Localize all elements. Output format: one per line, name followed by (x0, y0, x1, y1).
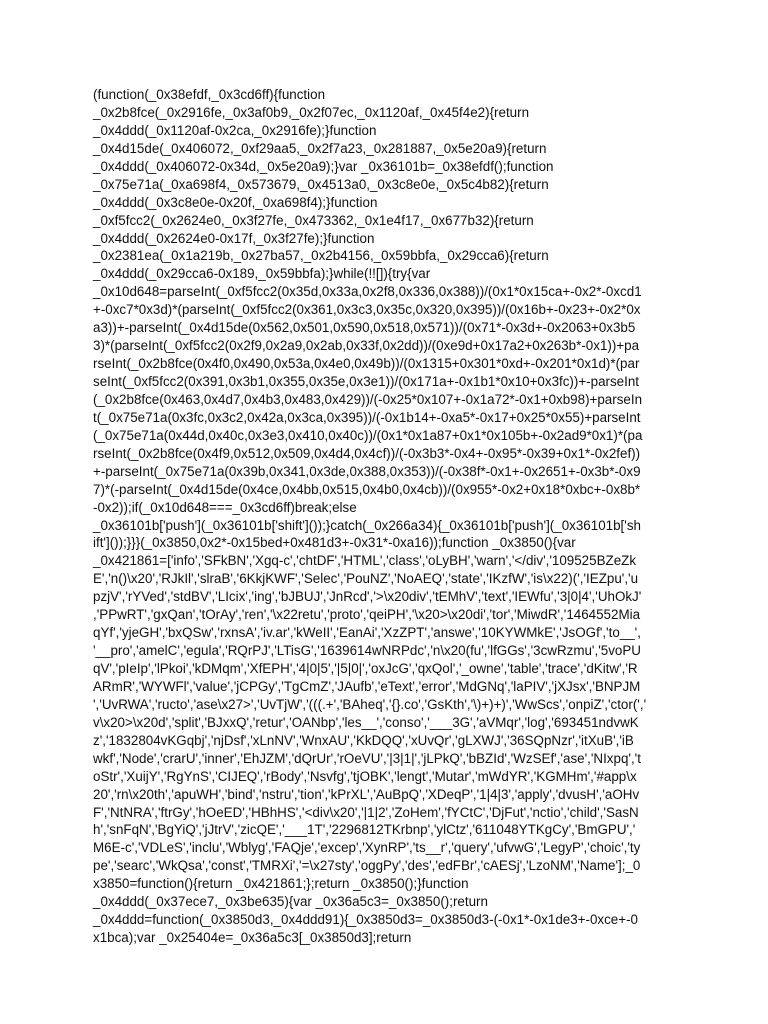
code-line: pe','searc','WkQsa','const','TMRXi','=\x27sty','oggPy','des','edFBr','cAESj','LzoNM','Name'];_0 (93, 858, 641, 874)
code-line: h','snFqN','BgYiQ','jJtrV','zicQE','___1T','2296812TKrbnp','ylCtz','611048YTKgCy','BmGPU',' (93, 822, 636, 838)
code-line: seInt(_0xf5fcc2(0x391,0x3b1,0x355,0x35e,0x3e1))/(0x171a+-0x1b1*0x10+0x3fc))+-parseInt (93, 374, 640, 389)
code-line: _0x4ddd(_0x29cca6-0x189,_0x59bbfa);}while(!![]){try{var (93, 266, 431, 282)
code-line: ARmR','WYWFl','value','jCPGy','TgCmZ','JAufb','eText','error','MdGNq','laPIV','jXJsx','BNPJM (93, 678, 641, 694)
code-line: t(_0x75e71a(0x3fc,0x3c2,0x42a,0x3ca,0x395))/(-0x1b14+-0xa5*-0x17+0x25*0x55)+parseInt (93, 409, 641, 425)
code-line: _0x4ddd=function(_0x3850d3,_0x4ddd91){_0x3850d3=_0x3850d3-(-0x1*-0x1de3+-0xce+-0 (93, 912, 638, 928)
code-line: oStr','XuijY','RgYnS','CIJEQ','rBody','Nsvfg','tjOBK','lengt','Mutar','mWdYR','KGMHm','#app\x (93, 768, 637, 784)
code-line: _0x4ddd(_0x3c8e0e-0x20f,_0xa698f4);}function (93, 194, 378, 210)
code-line: qYf','yjeGH','bxQSw','rxnsA','iv.ar','kWeII','EanAi','XzZPT','answe','10KYWMkE','JsOGf','to__', (93, 625, 641, 641)
code-line: +-parseInt(_0x75e71a(0x39b,0x341,0x3de,0x388,0x353))/(-0x38f*-0x1+-0x2651+-0x3b*-0x9 (93, 463, 641, 479)
code-line: _0x4ddd(_0x37ece7,_0x3be635){var _0x36a5c3=_0x3850();return (93, 894, 488, 910)
code-line: v\x20>\x20d','split','BJxxQ','retur','OANbp','les__','conso','___3G','aVMqr','log','693451ndvwK (93, 714, 639, 730)
code-line: _0x2b8fce(_0x2916fe,_0x3af0b9,_0x2f07ec,_0x1120af,_0x45f4e2){return (93, 104, 530, 120)
code-line: _0x75e71a(_0xa698f4,_0x573679,_0x4513a0,_0x3c8e0e,_0x5c4b82){return (93, 176, 549, 192)
code-line: ','UvRWA','ructo','ase\x27>','UvTjW','(((.+','BAheq','{}.co','GsKth','\)+)+)','WwScs','onpiZ','ctor(',' (93, 696, 647, 712)
code-line: (function(_0x38efdf,_0x3cd6ff){function (93, 87, 326, 102)
code-line: _0x421861=['info','SFkBN','Xgq-c','chtDF','HTML','class','oLyBH','warn','</div','109525BZeZk (93, 553, 637, 569)
code-line: (_0x2b8fce(0x463,0x4d7,0x4b3,0x483,0x429))/(-0x25*0x107+-0x1a72*-0x1+0xb98)+parseIn (93, 391, 643, 407)
code-line: z','1832804vKGqbj','njDsf','xLnNV','WnxAU','KkDQQ','xUvQr','gLXWJ','36SQpNzr','itXuB','iB (93, 732, 634, 748)
code-line: M6E-c','VDLeS','inclu','Wblyg','FAQje','excep','XynRP','ts__r','query','ufvwG','LegyP','choic','ty (93, 840, 641, 856)
code-line: _0x4ddd(_0x406072-0x34d,_0x5e20a9);}var _0x36101b=_0x38efdf();function (93, 158, 554, 174)
code-line: _0x4ddd(_0x1120af-0x2ca,_0x2916fe);}function (93, 122, 377, 138)
code-line: 20','rn\x20th','apuWH','bind','nstru','tion','kPrXL','AuBpQ','XDeqP','1|4|3','apply','dvusH','aOHv (93, 786, 640, 802)
code-line: ift']());}}}(_0x3850,0x2*-0x15bed+0x481d3+-0x31*-0xa16));function _0x3850(){var (93, 535, 576, 551)
code-line: x3850=function(){return _0x421861;};return _0x3850();}function (93, 876, 469, 892)
code-line: '__pro','amelC','egula','RQrPJ','LTisG','1639614wNRPdc','n\x20(fu','lfGGs','3cwRzmu','5voPU (93, 643, 641, 659)
code-line: 7)*(-parseInt(_0x4d15de(0x4ce,0x4bb,0x515,0x4b0,0x4cb))/(0x955*-0x2+0x18*0xbc+-0x8b* (93, 481, 641, 497)
code-line: (_0x75e71a(0x44d,0x40c,0x3e3,0x410,0x40c))/(0x1*0x1a87+0x1*0x105b+-0x2ad9*0x1)*(pa (93, 427, 643, 443)
code-text-block (93, 86, 683, 947)
code-line: _0xf5fcc2(_0x2624e0,_0x3f27fe,_0x473362,_0x1e4f17,_0x677b32){return (93, 212, 534, 228)
code-line: F','NtNRA','ftrGy','hOeED','HBhHS','<div\x20','|1|2','ZoHem','fYCtC','DjFut','nctio','child','SasN (93, 804, 639, 820)
code-line: -0x2));if(_0x10d648===_0x3cd6ff)break;else (93, 499, 357, 515)
code-line: rseInt(_0x2b8fce(0x4f9,0x512,0x509,0x4d4,0x4cf))/(-0x3b3*-0x4+-0x95*-0x39+0x1*-0x2fef)) (93, 445, 641, 461)
code-line: 3)*(parseInt(_0xf5fcc2(0x2f9,0x2a9,0x2ab,0x33f,0x2dd))/(0xe9d+0x17a2+0x263b*-0x1))+pa (93, 338, 640, 354)
code-line: _0x4d15de(_0x406072,_0xf29aa5,_0x2f7a23,_0x281887,_0x5e20a9){return (93, 140, 547, 156)
code-line: rseInt(_0x2b8fce(0x4f0,0x490,0x53a,0x4e0,0x49b))/(0x1315+0x301*0xd+-0x201*0x1d)*(par (93, 356, 640, 372)
code-line: x1bca);var _0x25404e=_0x36a5c3[_0x3850d3];return (93, 930, 412, 946)
code-line: +-0xc7*0x3d)*(parseInt(_0xf5fcc2(0x361,0x3c3,0x35c,0x320,0x395))/(0x16b+-0x23+-0x2*0x (93, 302, 641, 318)
code-line: qV','pIeIp','lPkoi','kDMqm','XfEPH','4|0|5','|5|0|','oxJcG','qxQol','_owne','table','trace','dKitw','R (93, 661, 638, 676)
code-line: ,'PPwRT','gxQan','tOrAy','ren','\x22retu','proto','qeiPH','\x20>\x20di','tor','MiwdR','1464552Mia (93, 607, 641, 623)
code-line: a3))+-parseInt(_0x4d15de(0x562,0x501,0x590,0x518,0x571))/(0x71*-0x3d+-0x2063+0x3b5 (93, 320, 636, 336)
code-line: _0x36101b['push'](_0x36101b['shift']());}catch(_0x266a34){_0x36101b['push'](_0x36101b['sh (93, 517, 641, 533)
code-line: wkf','Node','crarU','inner','EhJZM','dQrUr','rOeVU','|3|1|','jLPkQ','bBZId','WzSEf','ase','NIxpq','t (93, 750, 641, 766)
code-line: _0x10d648=parseInt(_0xf5fcc2(0x35d,0x33a,0x2f8,0x336,0x388))/(0x1*0x15ca+-0x2*-0xcd1 (93, 284, 642, 300)
code-line: _0x4ddd(_0x2624e0-0x17f,_0x3f27fe);}function (93, 230, 375, 246)
code-line: pzjV','rYVed','stdBV','LIcix','ing','bJBUJ','JnRcd','>\x20div','tEMhV','text','IEWfu','3|0|4','UhOkJ' (93, 589, 642, 605)
code-line: E','n()\x20','RJkIl','slraB','6KkjKWF','Selec','PouNZ','NoAEQ','state','IKzfW','is\x22)(','IEZpu','u (93, 571, 639, 587)
code-line: _0x2381ea(_0x1a219b,_0x27ba57,_0x2b4156,_0x59bbfa,_0x29cca6){return (93, 248, 549, 264)
